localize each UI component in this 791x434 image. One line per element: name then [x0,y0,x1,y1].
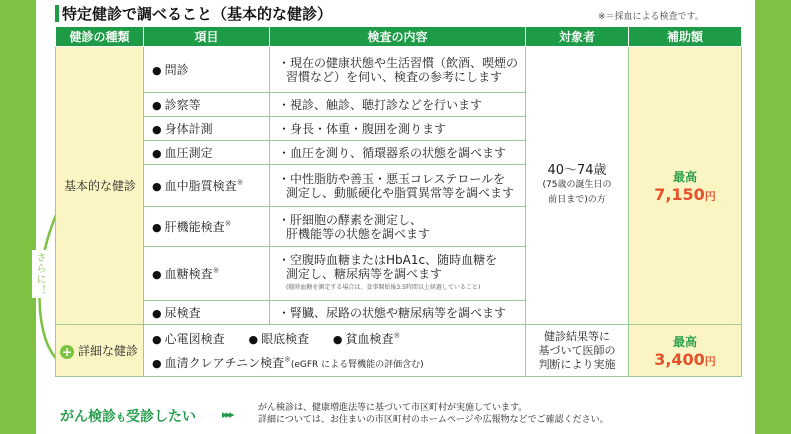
bullet-icon: ● [248,333,259,346]
content-line: 測定し、糖尿病等を調べます [286,266,443,281]
blood-test-mark: ※ [284,355,291,364]
item-cell [144,93,270,117]
bullet-icon: ● [152,180,162,193]
item-cell [144,247,270,301]
detail-item-label: 血清クレアチニン検査 [164,356,285,370]
item-cell [144,47,270,93]
content-line: ・腎臓、尿路の状態や糖尿病等を調べます [278,305,507,320]
bullet-icon: ● [152,357,162,370]
note-line: 詳細については、お住まいの市区町村のホームページや広報物などでご確認ください。 [258,415,609,425]
section-note: ※＝採血による検査です。 [598,12,704,22]
blood-test-mark: ※ [212,266,220,275]
item-label: 血中脂質検査 [164,179,237,193]
bullet-icon: ● [152,268,162,281]
content-line: 測定し、動脈硬化や脂質異常等を調べます [286,185,515,200]
target-age: 40〜74歳 [547,163,607,178]
content-line: ・中性脂肪や善玉・悪玉コレステロールを [278,171,506,186]
content-cell [270,301,526,325]
type-detail [56,325,144,377]
item-label: 肝機能検査 [164,220,225,234]
header-type: 健診の種類 [56,27,144,47]
bullet-icon: ● [152,333,162,346]
bullet-icon: ● [152,123,162,136]
side-label-sarani: さらに！ [34,252,45,296]
item-cell [144,165,270,207]
content-line: 習慣など）を伺い、検査の参考にします [286,69,503,84]
note-line: がん検診は、健康増進法等に基づいて市区町村が実施しています。 [258,403,528,413]
item-label: 尿検査 [164,306,201,320]
table-header-row [56,27,742,47]
subsidy-basic [629,47,742,325]
type-basic: 基本的な健診 [56,47,144,325]
bullet-icon: ● [152,221,162,234]
content-cell [270,247,526,301]
subsidy-max-label: 最高 [672,334,697,349]
detail-item-label: 心電図検査 [164,332,225,346]
header-target: 対象者 [526,27,629,47]
detail-items [144,325,526,377]
item-label: 血圧測定 [164,146,213,160]
cancer-screening-note [258,402,609,426]
detail-item-note: (eGFR による腎機能の評価含む) [290,360,424,370]
right-green-band [755,0,791,434]
content-cell [270,207,526,247]
header-subsidy: 補助額 [629,27,742,47]
content-line: ・肝細胞の酵素を測定し、 [278,212,423,227]
content-note: (随時血糖を測定する場合は、食事開始後3.5時間以上経過していること) [286,283,481,291]
content-line: ・血圧を測り、循環器系の状態を調べます [278,145,507,160]
target-line: 基づいて医師の [538,343,616,357]
detail-item-label: 貧血検査 [345,332,394,346]
subsidy-max-label: 最高 [672,169,697,184]
target-line: 判断により実施 [538,357,616,371]
bullet-icon: ● [152,64,162,77]
detail-item [333,332,400,346]
subsidy-amount: 3,400 [654,349,705,369]
plus-icon: + [61,344,73,359]
table-row-detail [56,325,742,377]
blood-test-mark: ※ [236,178,244,187]
content-cell [270,47,526,93]
subsidy-unit: 円 [704,354,716,368]
target-basic [526,47,629,325]
bullet-icon: ● [152,147,162,160]
bullet-icon: ● [332,333,343,346]
subsidy-amount: 7,150 [654,184,705,204]
content-line: ・現在の健康状態や生活習慣（飲酒、喫煙の [278,55,519,70]
content-line: 肝機能等の状態を調べます [286,226,431,241]
triple-arrow-icon: ▸▸▸ [222,408,233,421]
blood-test-mark: ※ [224,219,232,228]
target-note: (75歳の誕生日の [542,180,612,190]
blood-test-mark: ※ [393,331,401,340]
content-cell [270,141,526,165]
section-title: 特定健診で調べること（基本的な健診） [62,5,333,23]
item-cell [144,117,270,141]
content-cell [270,93,526,117]
header-content: 検査の内容 [270,27,526,47]
item-label: 診察等 [164,98,201,112]
detail-item [248,332,309,346]
cancer-screening-title: がん検診も受診したい [60,409,196,425]
content-line: ・身長・体重・腹囲を測ります [278,121,447,136]
detail-item-label: 眼底検査 [261,332,310,346]
item-label: 身体計測 [164,122,213,136]
item-label: 問診 [164,63,189,77]
item-label: 血糖検査 [164,267,213,281]
item-cell [144,301,270,325]
content-line: ・空腹時血糖またはHbA1c、随時血糖を [278,252,498,267]
title-marker [55,5,59,22]
target-line: 健診結果等に [544,329,610,343]
bullet-icon: ● [152,307,162,320]
subsidy-unit: 円 [704,189,716,203]
bullet-icon: ● [152,99,162,112]
header-item: 項目 [144,27,270,47]
subsidy-detail [629,325,742,377]
target-detail [526,325,629,377]
checkup-table [55,26,742,377]
type-detail-label: 詳細な健診 [78,344,139,358]
target-note: 前日まで)の方 [548,195,606,205]
item-cell [144,141,270,165]
table-row [56,47,742,93]
content-cell [270,117,526,141]
content-line: ・視診、触診、聴打診などを行います [278,97,483,112]
detail-item [152,332,225,346]
item-cell [144,207,270,247]
content-cell [270,165,526,207]
left-green-band [0,0,36,434]
